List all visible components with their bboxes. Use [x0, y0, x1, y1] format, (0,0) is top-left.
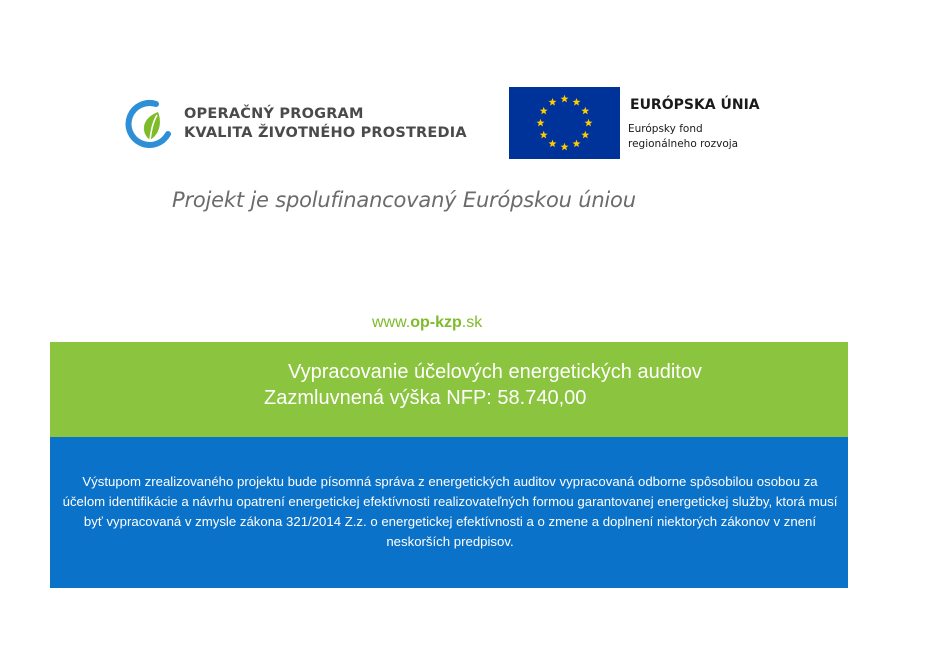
op-kzp-logo — [122, 96, 472, 152]
eu-stars-icon — [509, 87, 620, 159]
op-kzp-emblem-icon — [122, 96, 178, 152]
eu-sub-line2: regionálneho rozvoja — [628, 138, 739, 150]
eu-fund-text — [628, 122, 738, 152]
eu-star-icon — [585, 119, 593, 127]
eu-star-icon — [573, 98, 581, 106]
project-title: Vypracovanie účelových energetických auditov — [288, 361, 702, 383]
website-domain: op-kzp — [410, 314, 462, 331]
eu-star-icon — [573, 140, 581, 148]
eu-star-icon — [537, 119, 545, 127]
project-description: Výstupom zrealizovaného projektu bude písomná správa z energetických auditov vypracovaná odborne spôsobilou osobou za účelom identifikácie a návrhu opatrení energetickej efektívnosti realizovateľných formou garantovanej energetickej služby, ktorá musí byť vypracovaná v zmysle zákona 321/2014 Z.z. o energetickej efektívnosti a o zmene a doplnení niektorých zákonov v znení neskorších predpisov. — [62, 474, 838, 549]
eu-sub-line1: Európsky fond — [628, 123, 703, 135]
website-suffix: .sk — [461, 314, 483, 331]
project-amount: Zazmluvnená výška NFP: 58.740,00 — [264, 387, 587, 409]
eu-star-icon — [561, 143, 569, 151]
op-logo-line1: OPERAČNÝ PROGRAM — [184, 106, 364, 122]
website-prefix: www. — [372, 314, 411, 331]
eu-star-icon — [540, 131, 548, 139]
eu-star-icon — [540, 107, 548, 115]
op-logo-line2: KVALITA ŽIVOTNÉHO PROSTREDIA — [184, 125, 467, 141]
website-link[interactable] — [372, 314, 482, 332]
eu-star-icon — [549, 98, 557, 106]
cofinancing-tagline: Projekt je spolufinancovaný Európskou úniou — [172, 188, 636, 212]
eu-star-icon — [549, 140, 557, 148]
eu-title: EURÓPSKA ÚNIA — [630, 97, 760, 113]
eu-star-icon — [561, 95, 569, 103]
eu-star-icon — [581, 107, 589, 115]
eu-star-icon — [581, 131, 589, 139]
eu-flag — [509, 87, 620, 159]
